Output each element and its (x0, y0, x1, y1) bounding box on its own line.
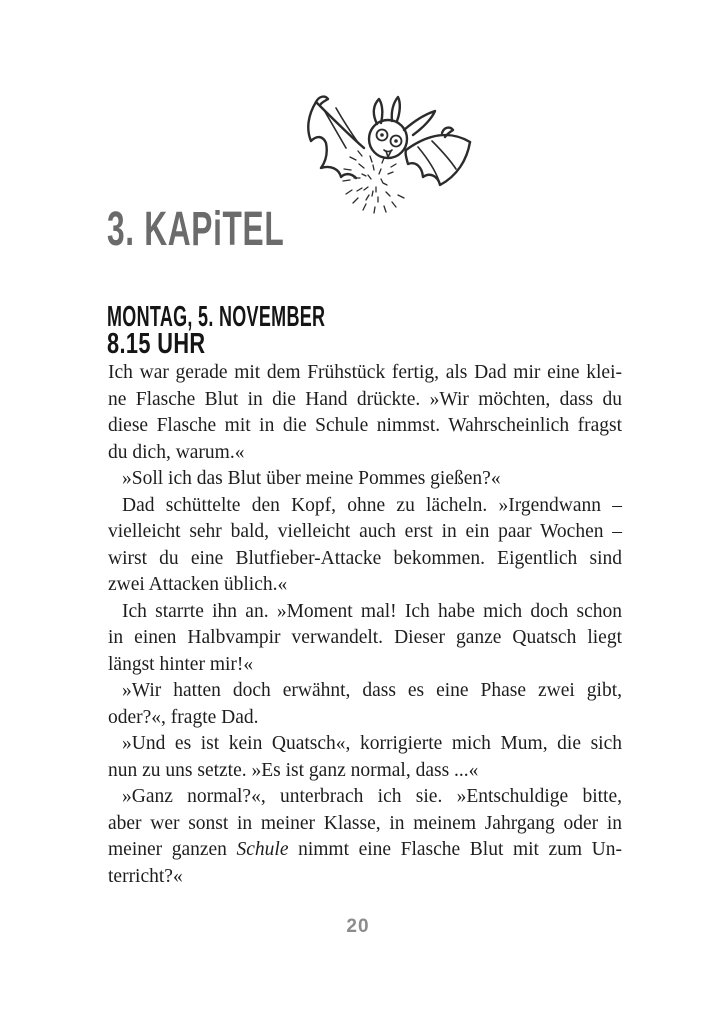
date-heading: MONTAG, 5. NOVEMBER (107, 301, 326, 333)
body-line: diese Flasche mit in die Schule nimmst. Wahrscheinlich fragst (108, 415, 622, 436)
body-line: »Ganz normal?«, unterbrach ich sie. »Entschuldige bitte, (122, 786, 622, 807)
time-heading: 8.15 UHR (107, 328, 206, 360)
body-line: oder?«, fragte Dad. (108, 706, 259, 728)
body-line: längst hinter mir!« (108, 653, 254, 675)
body-line: Ich war gerade mit dem Frühstück fertig, als Dad mir eine klei- (108, 362, 622, 383)
body-line: Dad schüttelte den Kopf, ohne zu lächeln. »Irgendwann – (122, 494, 622, 516)
body-line: in einen Halbvampir verwandelt. Dieser ganze Quatsch liegt (108, 627, 622, 648)
page-number: 20 (346, 916, 370, 937)
body-line-segment: meiner ganzen (108, 839, 237, 860)
body-text (108, 360, 622, 890)
body-line: nun zu uns setzte. »Es ist ganz normal, dass ...« (108, 759, 479, 781)
body-line: aber wer sonst in meiner Klasse, in meinem Jahrgang oder in (108, 812, 622, 834)
bat-drawing-icon (276, 84, 476, 224)
italic-word: Schule (236, 839, 289, 860)
body-line: zwei Attacken üblich.« (108, 574, 288, 595)
chapter-title: 3. KAPiTEL (107, 203, 285, 256)
body-line: ne Flasche Blut in die Hand drückte. »Wir möchten, dass du (108, 388, 622, 410)
body-line: »Soll ich das Blut über meine Pommes gießen?« (122, 468, 501, 489)
body-line: wirst du eine Blutfieber-Attacke bekommen. Eigentlich sind (108, 547, 622, 569)
body-line-segment: nimmt eine Flasche Blut mit zum Un- (288, 839, 622, 860)
body-line: du dich, warum.« (108, 441, 245, 463)
body-line: terricht?« (108, 865, 183, 887)
body-line: Ich starrte ihn an. »Moment mal! Ich habe mich doch schon (122, 600, 622, 622)
body-line: »Und es ist kein Quatsch«, korrigierte mich Mum, die sich (122, 733, 622, 754)
body-line: »Wir hatten doch erwähnt, dass es eine Phase zwei gibt, (122, 680, 622, 701)
bat-illustration (276, 84, 476, 224)
body-line (108, 837, 622, 864)
body-line: vielleicht sehr bald, vielleicht auch erst in ein paar Wochen – (108, 521, 622, 542)
